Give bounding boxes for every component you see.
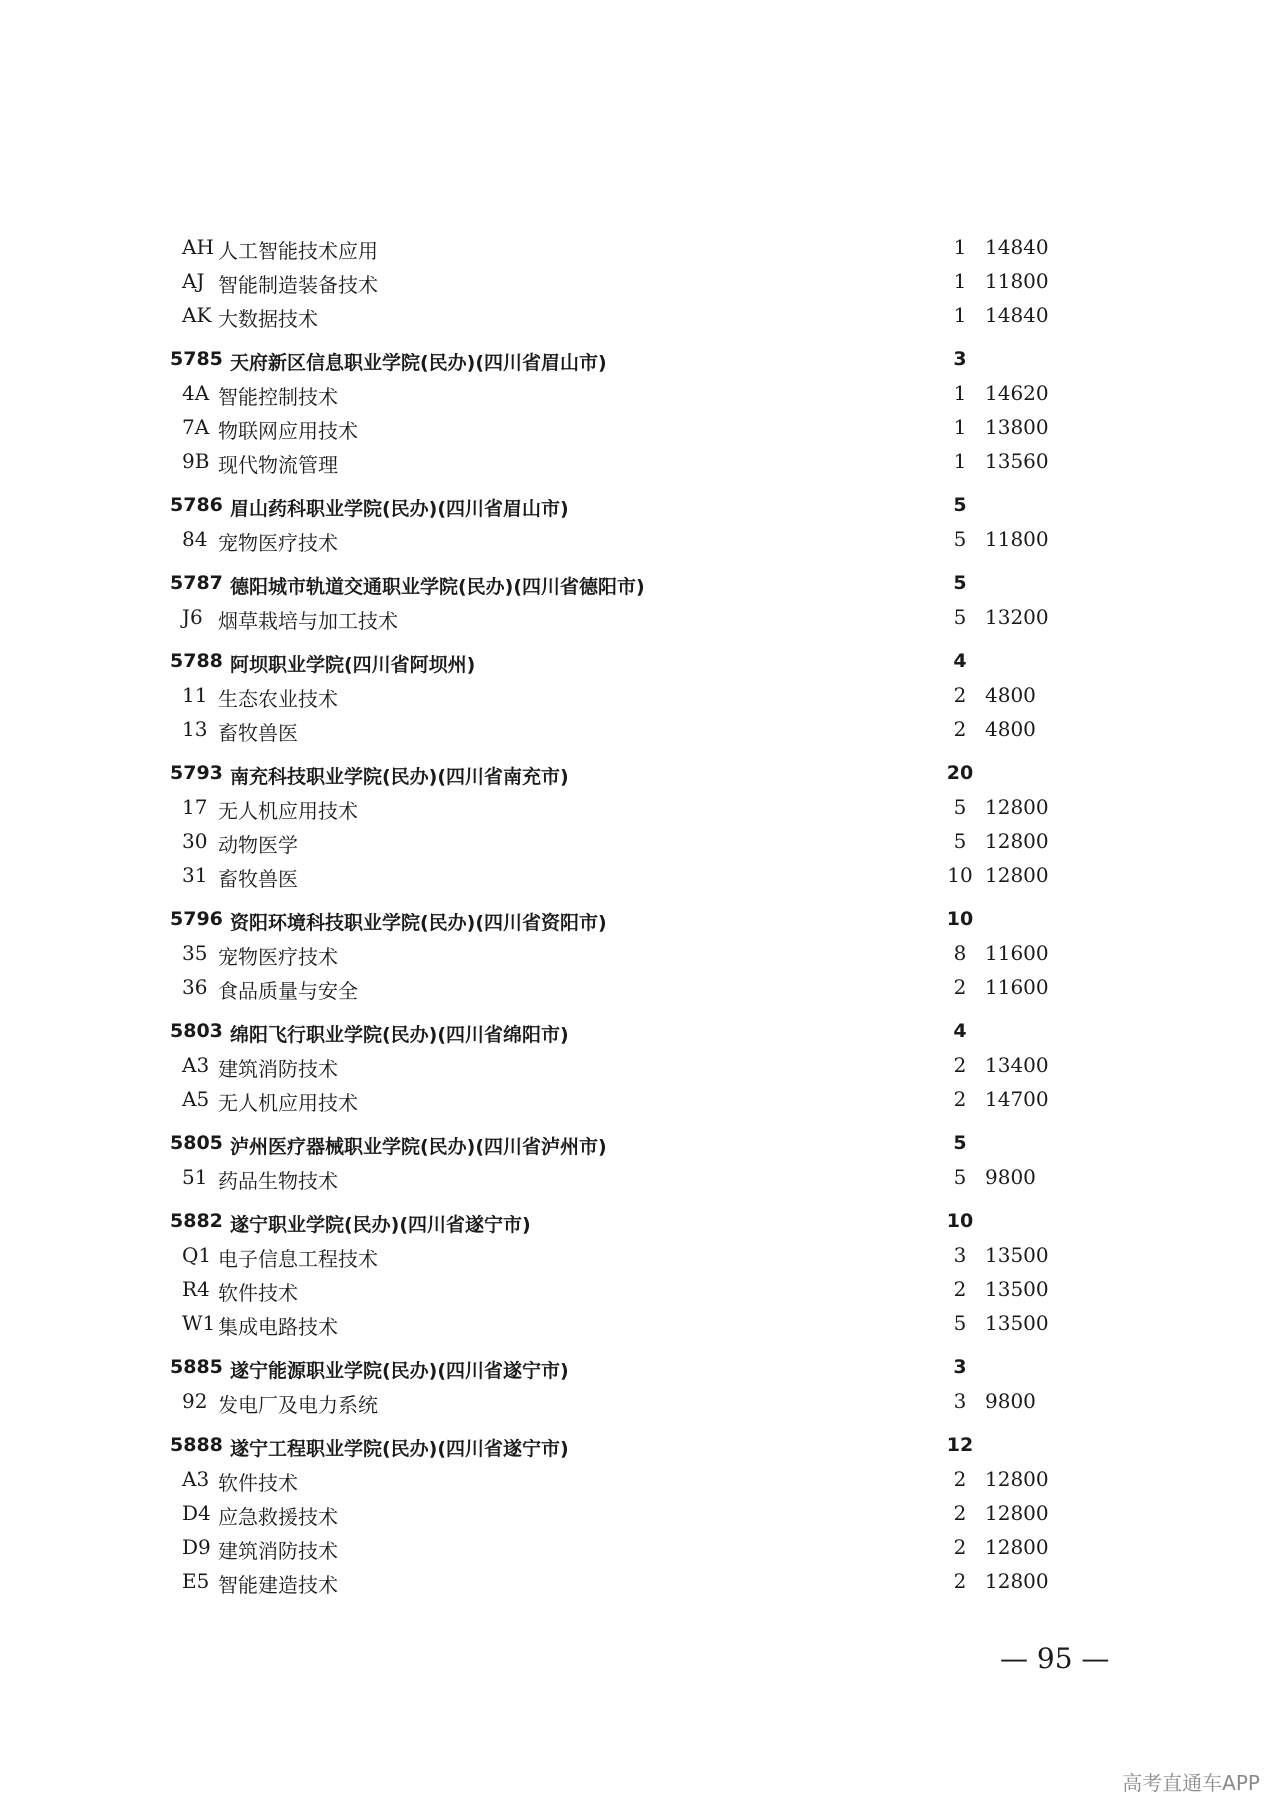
school-group <box>0 644 1280 746</box>
school-total: 12 <box>946 1434 974 1456</box>
major-fee: 4800 <box>985 717 1036 741</box>
major-row <box>0 230 1280 264</box>
school-header <box>0 902 1280 936</box>
major-row <box>0 1306 1280 1340</box>
major-fee: 12800 <box>985 1569 1049 1593</box>
school-code: 5803 <box>170 1020 223 1042</box>
major-code: J6 <box>182 605 203 629</box>
major-count: 1 <box>953 235 967 259</box>
major-row <box>0 1238 1280 1272</box>
school-name: 泸州医疗器械职业学院(民办)(四川省泸州市) <box>230 1136 607 1158</box>
school-header <box>0 1126 1280 1160</box>
major-code: D4 <box>182 1501 211 1525</box>
major-code: 13 <box>182 717 208 741</box>
school-group <box>0 902 1280 1004</box>
major-name: 现代物流管理 <box>218 453 338 477</box>
school-group <box>0 342 1280 478</box>
major-count: 2 <box>953 1569 967 1593</box>
major-name: 电子信息工程技术 <box>218 1247 378 1271</box>
major-row <box>0 264 1280 298</box>
major-fee: 13800 <box>985 415 1049 439</box>
major-count: 5 <box>953 605 967 629</box>
major-row <box>0 1272 1280 1306</box>
school-name: 遂宁工程职业学院(民办)(四川省遂宁市) <box>230 1438 569 1460</box>
school-header <box>0 1350 1280 1384</box>
major-fee: 12800 <box>985 1535 1049 1559</box>
school-total: 3 <box>953 348 967 370</box>
major-row <box>0 298 1280 332</box>
major-count: 1 <box>953 303 967 327</box>
major-row <box>0 970 1280 1004</box>
major-row <box>0 1160 1280 1194</box>
major-count: 2 <box>953 683 967 707</box>
major-fee: 14620 <box>985 381 1049 405</box>
major-name: 动物医学 <box>218 833 298 857</box>
school-total: 10 <box>946 1210 974 1232</box>
school-name: 资阳环境科技职业学院(民办)(四川省资阳市) <box>230 912 607 934</box>
major-name: 物联网应用技术 <box>218 419 358 443</box>
major-fee: 11600 <box>985 941 1049 965</box>
school-group <box>0 1428 1280 1598</box>
major-code: AK <box>182 303 212 327</box>
major-row <box>0 858 1280 892</box>
school-header <box>0 488 1280 522</box>
major-code: 35 <box>182 941 208 965</box>
major-count: 2 <box>953 1535 967 1559</box>
major-code: R4 <box>182 1277 210 1301</box>
major-count: 2 <box>953 1501 967 1525</box>
major-fee: 11800 <box>985 269 1049 293</box>
major-row <box>0 522 1280 556</box>
major-code: W1 <box>182 1311 216 1335</box>
continued-majors <box>0 230 1280 332</box>
major-code: 51 <box>182 1165 208 1189</box>
major-name: 大数据技术 <box>218 307 318 331</box>
major-count: 2 <box>953 1467 967 1491</box>
major-fee: 13500 <box>985 1311 1049 1335</box>
major-code: 31 <box>182 863 208 887</box>
page-number: — 95 — <box>1000 1642 1110 1675</box>
school-name: 遂宁职业学院(民办)(四川省遂宁市) <box>230 1214 531 1236</box>
school-name: 遂宁能源职业学院(民办)(四川省遂宁市) <box>230 1360 569 1382</box>
school-code: 5786 <box>170 494 223 516</box>
school-name: 眉山药科职业学院(民办)(四川省眉山市) <box>230 498 569 520</box>
major-name: 软件技术 <box>218 1281 298 1305</box>
major-count: 10 <box>947 863 973 887</box>
major-row <box>0 1462 1280 1496</box>
major-count: 2 <box>953 1053 967 1077</box>
major-name: 宠物医疗技术 <box>218 945 338 969</box>
school-total: 4 <box>953 650 967 672</box>
major-fee: 11800 <box>985 527 1049 551</box>
major-fee: 13560 <box>985 449 1049 473</box>
major-name: 建筑消防技术 <box>218 1539 338 1563</box>
major-code: A3 <box>182 1467 210 1491</box>
major-name: 智能制造装备技术 <box>218 273 378 297</box>
major-code: Q1 <box>182 1243 212 1267</box>
major-count: 5 <box>953 829 967 853</box>
major-code: 7A <box>182 415 210 439</box>
major-count: 2 <box>953 1087 967 1111</box>
major-count: 2 <box>953 1277 967 1301</box>
school-total: 5 <box>953 494 967 516</box>
major-count: 1 <box>953 381 967 405</box>
major-row <box>0 1048 1280 1082</box>
major-fee: 11600 <box>985 975 1049 999</box>
school-header <box>0 756 1280 790</box>
school-code: 5796 <box>170 908 223 930</box>
school-header <box>0 1014 1280 1048</box>
school-code: 5793 <box>170 762 223 784</box>
school-code: 5805 <box>170 1132 223 1154</box>
major-count: 1 <box>953 415 967 439</box>
major-name: 生态农业技术 <box>218 687 338 711</box>
major-fee: 13400 <box>985 1053 1049 1077</box>
major-fee: 14840 <box>985 303 1049 327</box>
major-code: AJ <box>182 269 205 293</box>
school-code: 5787 <box>170 572 223 594</box>
major-row <box>0 1530 1280 1564</box>
school-code: 5788 <box>170 650 223 672</box>
school-code: 5885 <box>170 1356 223 1378</box>
major-code: AH <box>182 235 214 259</box>
major-count: 5 <box>953 527 967 551</box>
major-name: 应急救援技术 <box>218 1505 338 1529</box>
school-header <box>0 342 1280 376</box>
major-row <box>0 1082 1280 1116</box>
major-row <box>0 936 1280 970</box>
school-name: 绵阳飞行职业学院(民办)(四川省绵阳市) <box>230 1024 569 1046</box>
school-total: 10 <box>946 908 974 930</box>
school-total: 4 <box>953 1020 967 1042</box>
major-code: 84 <box>182 527 208 551</box>
major-fee: 9800 <box>985 1389 1036 1413</box>
major-count: 1 <box>953 269 967 293</box>
major-code: D9 <box>182 1535 211 1559</box>
school-name: 天府新区信息职业学院(民办)(四川省眉山市) <box>230 352 607 374</box>
major-name: 软件技术 <box>218 1471 298 1495</box>
major-name: 无人机应用技术 <box>218 1091 358 1115</box>
major-fee: 13500 <box>985 1277 1049 1301</box>
school-code: 5882 <box>170 1210 223 1232</box>
school-name: 阿坝职业学院(四川省阿坝州) <box>230 654 476 676</box>
major-row <box>0 790 1280 824</box>
major-row <box>0 712 1280 746</box>
major-fee: 13500 <box>985 1243 1049 1267</box>
major-count: 2 <box>953 975 967 999</box>
major-name: 建筑消防技术 <box>218 1057 338 1081</box>
major-fee: 12800 <box>985 829 1049 853</box>
major-name: 发电厂及电力系统 <box>218 1393 378 1417</box>
major-code: 92 <box>182 1389 208 1413</box>
major-count: 5 <box>953 795 967 819</box>
major-name: 智能建造技术 <box>218 1573 338 1597</box>
school-group <box>0 1204 1280 1340</box>
major-row <box>0 600 1280 634</box>
major-name: 人工智能技术应用 <box>218 239 378 263</box>
major-code: 9B <box>182 449 210 473</box>
major-count: 1 <box>953 449 967 473</box>
school-group <box>0 1126 1280 1194</box>
major-name: 畜牧兽医 <box>218 721 298 745</box>
major-fee: 12800 <box>985 863 1049 887</box>
major-count: 5 <box>953 1165 967 1189</box>
major-row <box>0 1496 1280 1530</box>
school-code: 5785 <box>170 348 223 370</box>
major-name: 智能控制技术 <box>218 385 338 409</box>
major-code: 36 <box>182 975 208 999</box>
major-count: 3 <box>953 1389 967 1413</box>
major-name: 集成电路技术 <box>218 1315 338 1339</box>
major-fee: 12800 <box>985 1501 1049 1525</box>
school-header <box>0 566 1280 600</box>
major-name: 药品生物技术 <box>218 1169 338 1193</box>
major-count: 8 <box>953 941 967 965</box>
major-name: 食品质量与安全 <box>218 979 358 1003</box>
school-code: 5888 <box>170 1434 223 1456</box>
major-name: 无人机应用技术 <box>218 799 358 823</box>
school-group <box>0 488 1280 556</box>
school-name: 南充科技职业学院(民办)(四川省南充市) <box>230 766 569 788</box>
major-code: A5 <box>182 1087 210 1111</box>
major-count: 3 <box>953 1243 967 1267</box>
school-name: 德阳城市轨道交通职业学院(民办)(四川省德阳市) <box>230 576 645 598</box>
major-count: 5 <box>953 1311 967 1335</box>
major-row <box>0 410 1280 444</box>
major-name: 畜牧兽医 <box>218 867 298 891</box>
major-fee: 12800 <box>985 1467 1049 1491</box>
admission-plan-list <box>0 230 1280 1598</box>
major-row <box>0 678 1280 712</box>
school-group <box>0 1014 1280 1116</box>
school-total: 5 <box>953 1132 967 1154</box>
school-total: 3 <box>953 1356 967 1378</box>
major-fee: 13200 <box>985 605 1049 629</box>
watermark: 高考直通车APP <box>1122 1771 1260 1795</box>
major-code: A3 <box>182 1053 210 1077</box>
major-row <box>0 444 1280 478</box>
major-count: 2 <box>953 717 967 741</box>
major-name: 宠物医疗技术 <box>218 531 338 555</box>
school-header <box>0 644 1280 678</box>
major-fee: 9800 <box>985 1165 1036 1189</box>
major-code: 11 <box>182 683 208 707</box>
major-fee: 12800 <box>985 795 1049 819</box>
major-name: 烟草栽培与加工技术 <box>218 609 398 633</box>
major-fee: 4800 <box>985 683 1036 707</box>
major-code: 17 <box>182 795 208 819</box>
major-code: E5 <box>182 1569 210 1593</box>
major-fee: 14840 <box>985 235 1049 259</box>
major-row <box>0 1384 1280 1418</box>
school-header <box>0 1428 1280 1462</box>
school-group <box>0 566 1280 634</box>
major-row <box>0 824 1280 858</box>
school-total: 20 <box>946 762 974 784</box>
major-row <box>0 376 1280 410</box>
school-total: 5 <box>953 572 967 594</box>
school-group <box>0 1350 1280 1418</box>
major-fee: 14700 <box>985 1087 1049 1111</box>
major-row <box>0 1564 1280 1598</box>
school-header <box>0 1204 1280 1238</box>
major-code: 4A <box>182 381 210 405</box>
school-group <box>0 756 1280 892</box>
major-code: 30 <box>182 829 208 853</box>
